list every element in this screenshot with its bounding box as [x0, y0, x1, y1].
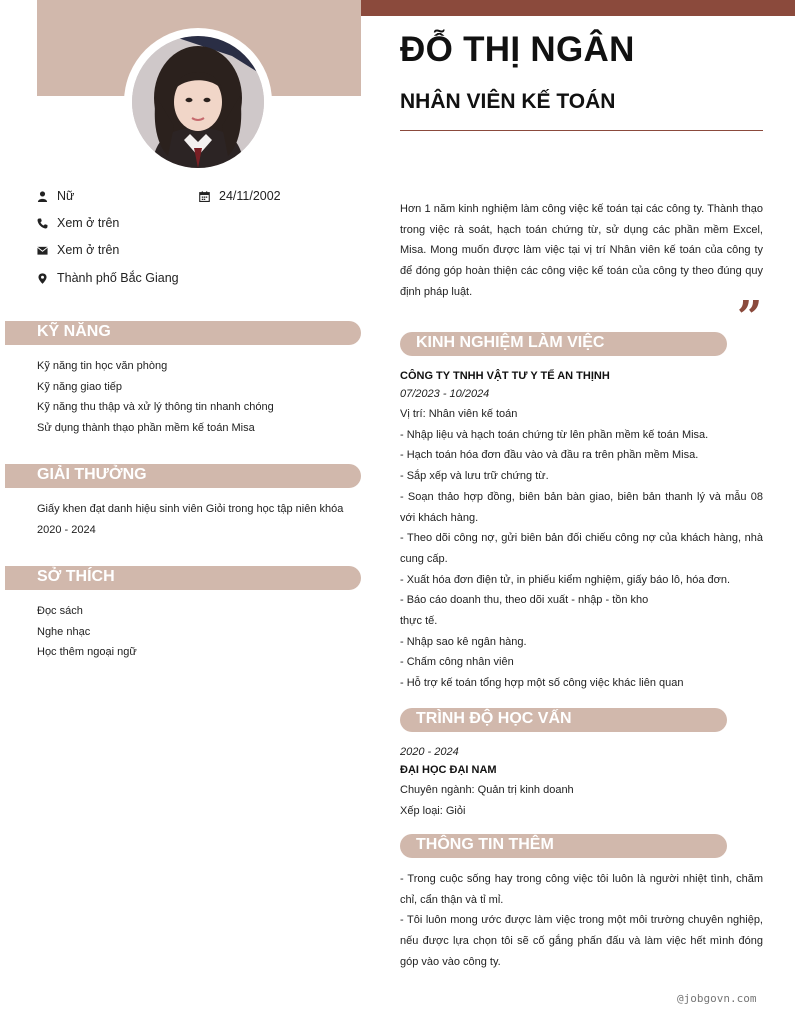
duty-item: - Báo cáo doanh thu, theo dõi xuất - nhập - tồn kho: [400, 594, 649, 607]
duty-item: - Theo dõi công nợ, gửi biên bản đối chiếu công nợ của khách hàng, nhà cung cấp.: [400, 532, 763, 565]
company-name: CÔNG TY TNHH VẬT TƯ Y TẾ AN THỊNH: [400, 370, 610, 382]
quote-icon: ”: [737, 292, 763, 343]
duty-item: - Nhập sao kê ngân hàng.: [400, 635, 527, 648]
top-accent-bar: [361, 0, 795, 16]
envelope-icon: [37, 245, 48, 256]
hobbies-list: [37, 601, 357, 663]
experience-details: [400, 404, 763, 694]
duty-item: - Hỗ trợ kế toán tổng hợp một số công việc khác liên quan: [400, 677, 684, 690]
education-details: [400, 780, 763, 821]
skill-item: Kỹ năng tin học văn phòng: [37, 360, 168, 372]
title-divider: [400, 130, 763, 131]
phone-icon: [37, 218, 48, 229]
experience-section-title: KINH NGHIỆM LÀM VIỆC: [416, 334, 605, 351]
email-info: [37, 243, 119, 257]
major-line: Chuyên ngành: Quản trị kinh doanh: [400, 784, 574, 796]
skill-item: Kỹ năng thu thập và xử lý thông tin nhanh chóng: [37, 401, 274, 414]
career-summary: Hơn 1 năm kinh nghiệm làm công việc kế toán tại các công ty. Thành thạo trong việc rà soát, hạch toán chứng từ, sử dụng các phần mềm Excel, Misa. Mong muốn được làm việc tại vị trí Nhân viên kế toán của công ty để đóng góp hoàn thiện các công việc kế toán của công ty theo đúng quy định pháp luật.: [400, 203, 763, 298]
skills-list: [37, 356, 357, 439]
duty-item: - Sắp xếp và lưu trữ chứng từ.: [400, 470, 549, 483]
gender-value: Nữ: [57, 189, 75, 203]
candidate-name: ĐỖ THỊ NGÂN: [400, 30, 635, 69]
duty-item: - Soạn thảo hợp đồng, biên bản bàn giao, biên bản thanh lý và mẫu 08 với khách hàng.: [400, 490, 763, 524]
hobby-item: Đọc sách: [37, 605, 83, 617]
skill-item: Sử dụng thành thạo phần mềm kế toán Misa: [37, 422, 255, 435]
education-period: 2020 - 2024: [400, 746, 459, 758]
grade-line: Xếp loại: Giỏi: [400, 804, 466, 817]
extra-item: - Trong cuộc sống hay trong công việc tôi luôn là người nhiệt tình, chăm chỉ, cẩn thận và tỉ mỉ.: [400, 873, 763, 906]
school-name: ĐẠI HỌC ĐẠI NAM: [400, 764, 497, 776]
avatar-photo: [132, 36, 264, 168]
award-text: Giấy khen đạt danh hiệu sinh viên Giỏi trong học tập niên khóa 2020 - 2024: [37, 503, 344, 536]
extra-section-title: THÔNG TIN THÊM: [416, 836, 554, 853]
education-section-title: TRÌNH ĐỘ HỌC VẤN: [416, 710, 572, 727]
avatar-frame: [124, 28, 272, 176]
skills-section-title: KỸ NĂNG: [37, 323, 111, 340]
position-line: Vị trí: Nhân viên kế toán: [400, 408, 518, 420]
birthdate-info: [199, 189, 281, 203]
extra-item: - Tôi luôn mong ước được làm việc trong một môi trường chuyên nghiệp, nếu được lựa chọn tôi sẽ cố gắng phấn đấu và làm việc hết mình đóng góp vào vào công ty.: [400, 914, 763, 968]
address-value: Thành phố Bắc Giang: [57, 271, 179, 285]
hobbies-section-title: SỞ THÍCH: [37, 568, 115, 585]
watermark: @jobgovn.com: [677, 992, 757, 1005]
address-info: [37, 271, 179, 285]
skill-item: Kỹ năng giao tiếp: [37, 380, 123, 393]
person-icon: [37, 191, 48, 202]
duty-item: - Xuất hóa đơn điện tử, in phiếu kiểm nghiệm, giấy báo lô, hóa đơn.: [400, 573, 730, 586]
birthdate-value: 24/11/2002: [219, 189, 281, 203]
gender-info: [37, 189, 74, 203]
phone-info: [37, 216, 119, 230]
calendar-icon: [199, 191, 210, 202]
hobby-item: Học thêm ngoại ngữ: [37, 646, 137, 659]
hobby-item: Nghe nhạc: [37, 625, 91, 638]
duty-item: - Nhập liệu và hạch toán chứng từ lên phần mềm kế toán Misa.: [400, 428, 709, 441]
duty-item: - Chấm công nhân viên: [400, 656, 514, 669]
duty-item: - Hạch toán hóa đơn đầu vào và đầu ra trên phần mềm Misa.: [400, 449, 699, 462]
phone-value: Xem ở trên: [57, 216, 120, 230]
duty-item: thực tế.: [400, 615, 438, 628]
extra-info-text: [400, 869, 763, 973]
experience-period: 07/2023 - 10/2024: [400, 388, 490, 400]
avatar: [132, 36, 264, 168]
location-pin-icon: [37, 273, 48, 284]
email-value: Xem ở trên: [57, 243, 120, 257]
job-title: NHÂN VIÊN KẾ TOÁN: [400, 90, 616, 113]
awards-section-title: GIẢI THƯỞNG: [37, 466, 147, 483]
